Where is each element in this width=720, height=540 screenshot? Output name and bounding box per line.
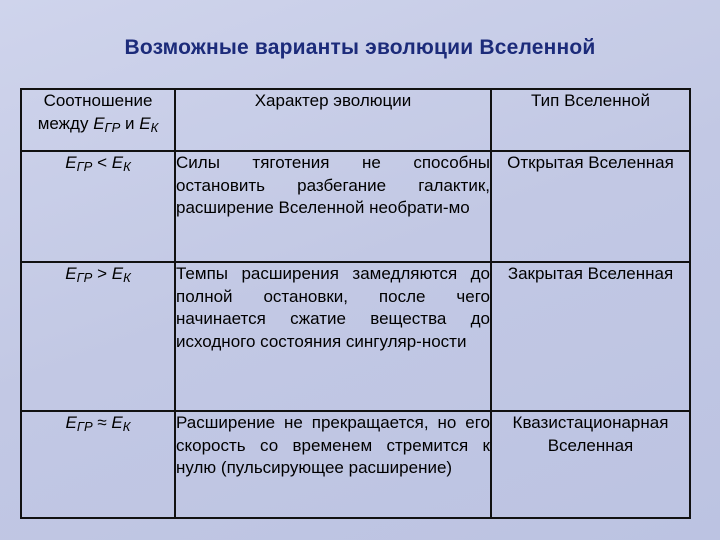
header-universe-type: Тип Вселенной — [491, 89, 690, 151]
universe-type: Квазистационарная Вселенная — [491, 411, 690, 518]
universe-type: Открытая Вселенная — [491, 151, 690, 262]
evolution-table — [20, 88, 691, 519]
var-egr: E — [65, 264, 77, 283]
ratio-cell — [21, 411, 175, 518]
slide-title: Возможные варианты эволюции Вселенной — [124, 36, 596, 59]
header-ratio-line1: Соотношение — [43, 91, 153, 110]
evolution-description — [175, 151, 491, 262]
relation-operator: ≈ — [92, 413, 112, 432]
header-ratio-mid: и — [120, 113, 140, 133]
sub-k: К — [122, 419, 131, 434]
table-header-row — [21, 89, 690, 151]
sub-k: К — [123, 159, 131, 174]
header-evolution: Характер эволюции — [175, 89, 491, 151]
sub-k: К — [123, 270, 131, 285]
evolution-description-text: Расширение не прекращается, но его скорость со временем стремится к нулю (пульсирующее расширение) — [176, 413, 490, 478]
sub-gr: ГР — [76, 159, 93, 174]
var-ek: E — [111, 264, 124, 283]
sub-gr: ГР — [76, 419, 93, 434]
var-ek: E — [111, 413, 123, 432]
var-egr: E — [65, 413, 77, 432]
relation-operator: > — [92, 264, 112, 283]
header-ratio — [21, 89, 175, 151]
sub-gr: ГР — [76, 270, 93, 285]
table-row — [21, 262, 690, 411]
evolution-description — [175, 262, 491, 411]
header-ratio-prefix: между — [37, 113, 94, 133]
header-sub-k: К — [150, 119, 159, 135]
evolution-description — [175, 411, 491, 518]
header-var-egr: E — [93, 113, 105, 133]
ratio-cell — [21, 151, 175, 262]
universe-type: Закрытая Вселенная — [491, 262, 690, 411]
table-row — [21, 411, 690, 518]
ratio-cell — [21, 262, 175, 411]
evolution-description-text: Темпы расширения замедляются до полной остановки, после чего начинается сжатие вещества до исходного состояния сингуляр-ности — [176, 264, 490, 351]
evolution-description-text: Силы тяготения не способны остановить разбегание галактик, расширение Вселенной необрати-мо — [176, 153, 490, 218]
var-ek: E — [111, 153, 124, 172]
relation-operator: < — [92, 153, 112, 172]
var-egr: E — [65, 153, 77, 172]
header-sub-gr: ГР — [104, 119, 121, 135]
table-row — [21, 151, 690, 262]
header-var-ek: E — [139, 113, 151, 133]
